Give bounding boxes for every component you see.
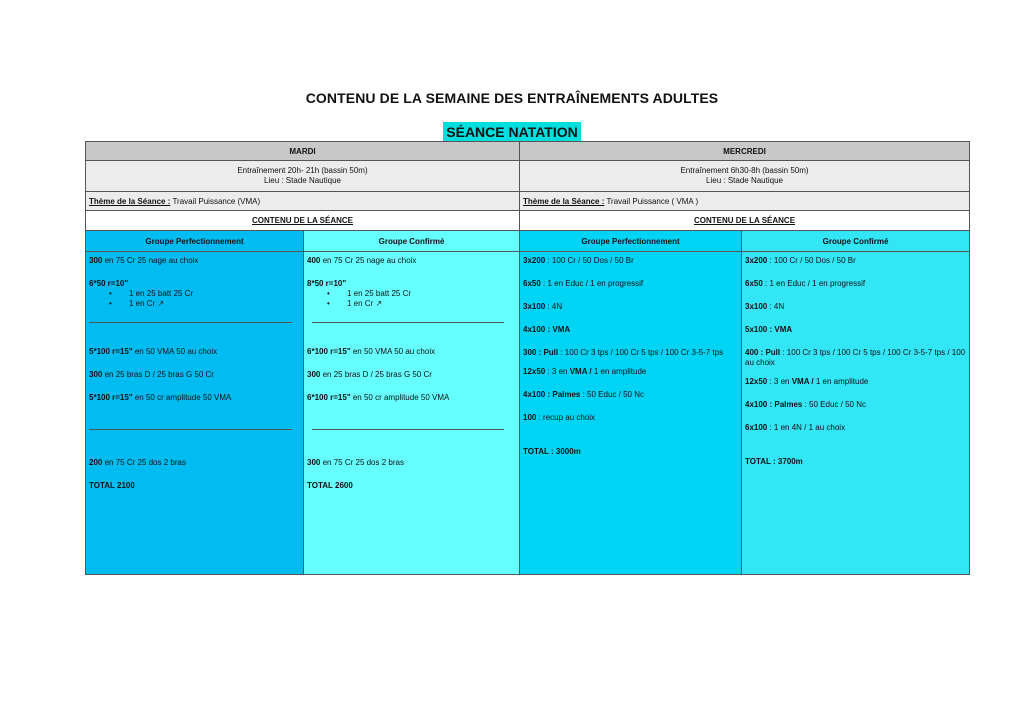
- session-line: [523, 302, 738, 312]
- text-segment: 4x100 : VMA: [523, 325, 571, 334]
- contenu-header-mercredi: CONTENU DE LA SÉANCE: [520, 211, 970, 231]
- text-segment: TOTAL 2600: [307, 481, 353, 490]
- session-line: [523, 367, 738, 377]
- session-line: [745, 302, 966, 312]
- text-segment: 6x50: [745, 279, 763, 288]
- text-segment: 3x100: [523, 302, 546, 311]
- theme-label: Thème de la Séance :: [523, 196, 605, 206]
- text-segment: : 100 Cr 3 tps / 100 Cr 5 tps / 100 Cr 3-5-7 tps / 100 au choix: [745, 348, 966, 367]
- info-mardi: [86, 161, 520, 192]
- bullet-list: [89, 289, 300, 309]
- text-segment: : 50 Educ / 50 Nc: [580, 390, 644, 399]
- subtitle-wrap: [0, 122, 1024, 142]
- session-cell: [304, 252, 520, 575]
- session-line: [307, 256, 516, 266]
- text-segment: 400 : Pull: [745, 348, 781, 357]
- text-segment: 6*50 r=10": [89, 279, 129, 288]
- text-segment: TOTAL 2100: [89, 481, 135, 490]
- text-segment: 1 en amplitude: [591, 367, 647, 376]
- text-segment: 100: [523, 413, 537, 422]
- text-segment: : 1 en 4N / 1 au choix: [767, 423, 846, 432]
- training-location: Lieu : Stade Nautique: [706, 176, 783, 185]
- list-item: • 1 en 25 batt 25 Cr: [129, 289, 300, 299]
- bullet-list: [307, 289, 516, 309]
- session-line: [745, 279, 966, 289]
- session-line: [89, 370, 300, 380]
- list-item: • 1 en Cr ↗: [347, 299, 516, 309]
- text-segment: 1 en amplitude: [813, 377, 869, 386]
- text-segment: 8*50 r=10": [307, 279, 347, 288]
- text-segment: 300: [307, 458, 321, 467]
- text-segment: en 75 Cr 25 dos 2 bras: [102, 458, 186, 467]
- session-line: [745, 400, 966, 410]
- session-line: [745, 348, 966, 368]
- theme-value: Travail Puissance ( VMA ): [604, 196, 699, 206]
- session-total: [745, 457, 966, 467]
- session-line: [523, 279, 738, 289]
- session-line: [89, 256, 300, 266]
- contenu-header-mardi: CONTENU DE LA SÉANCE: [86, 211, 520, 231]
- text-segment: : 4N: [767, 302, 785, 311]
- session-line: [745, 423, 966, 433]
- session-total: [523, 447, 738, 457]
- text-segment: : 100 Cr / 50 Dos / 50 Br: [545, 256, 634, 265]
- day-header-mardi: MARDI: [86, 142, 520, 161]
- text-segment: 6x50: [523, 279, 541, 288]
- text-segment: : 1 en Educ / 1 en progressif: [762, 279, 866, 288]
- session-line: [307, 393, 516, 403]
- text-segment: 300: [307, 370, 321, 379]
- theme-value: Travail Puissance (VMA): [170, 196, 261, 206]
- group-header: Groupe Perfectionnement: [520, 231, 742, 252]
- session-line: [307, 347, 516, 357]
- text-segment: en 25 bras D / 25 bras G 50 Cr: [102, 370, 214, 379]
- session-line: [745, 377, 966, 387]
- session-total: [307, 481, 516, 491]
- page-title: CONTENU DE LA SEMAINE DES ENTRAÎNEMENTS ADULTES: [305, 90, 719, 106]
- text-segment: : 3 en: [767, 377, 792, 386]
- session-line: [523, 256, 738, 266]
- text-segment: 6x100: [745, 423, 768, 432]
- text-segment: en 50 cr amplitude 50 VMA: [132, 393, 232, 402]
- text-segment: en 50 cr amplitude 50 VMA: [350, 393, 450, 402]
- text-segment: 300: [89, 256, 103, 265]
- text-segment: VMA /: [791, 377, 814, 386]
- session-line: [523, 390, 738, 400]
- session-line: [745, 256, 966, 266]
- group-header: Groupe Confirmé: [304, 231, 520, 252]
- training-location: Lieu : Stade Nautique: [264, 176, 341, 185]
- session-line: [89, 458, 300, 468]
- text-segment: 300 : Pull: [523, 348, 559, 357]
- text-segment: TOTAL : 3700m: [745, 457, 803, 466]
- info-mercredi: [520, 161, 970, 192]
- training-time: Entraînement 20h- 21h (bassin 50m): [237, 166, 368, 175]
- text-segment: : recup au choix: [536, 413, 596, 422]
- session-cell: [742, 252, 970, 575]
- text-segment: : 100 Cr 3 tps / 100 Cr 5 tps / 100 Cr 3-5-7 tps: [558, 348, 724, 357]
- text-segment: : 3 en: [545, 367, 570, 376]
- text-segment: 3x200: [745, 256, 768, 265]
- theme-label: Thème de la Séance :: [89, 196, 171, 206]
- session-line: [745, 325, 966, 335]
- text-segment: : 50 Educ / 50 Nc: [802, 400, 866, 409]
- session-line: [307, 279, 516, 289]
- day-header-mercredi: MERCREDI: [520, 142, 970, 161]
- training-time: Entraînement 6h30-8h (bassin 50m): [680, 166, 809, 175]
- text-segment: en 75 Cr 25 nage au choix: [320, 256, 417, 265]
- session-line: [89, 347, 300, 357]
- text-segment: 12x50: [745, 377, 768, 386]
- text-segment: : 4N: [545, 302, 563, 311]
- text-segment: 12x50: [523, 367, 546, 376]
- text-segment: 6*100 r=15": [307, 393, 351, 402]
- list-item: • 1 en 25 batt 25 Cr: [347, 289, 516, 299]
- session-cell: [86, 252, 304, 575]
- session-line: [89, 393, 300, 403]
- session-line: [523, 325, 738, 335]
- session-line: [307, 370, 516, 380]
- text-segment: 200: [89, 458, 103, 467]
- text-segment: en 50 VMA 50 au choix: [132, 347, 218, 356]
- text-segment: : 1 en Educ / 1 en progressif: [540, 279, 644, 288]
- text-segment: en 75 Cr 25 nage au choix: [102, 256, 199, 265]
- text-segment: en 50 VMA 50 au choix: [350, 347, 436, 356]
- text-segment: 5x100 : VMA: [745, 325, 793, 334]
- session-line: [307, 458, 516, 468]
- training-table: [85, 141, 970, 575]
- group-header: Groupe Confirmé: [742, 231, 970, 252]
- theme-mardi: [86, 192, 520, 211]
- session-line: [523, 413, 738, 423]
- list-item: • 1 en Cr ↗: [129, 299, 300, 309]
- theme-mercredi: [520, 192, 970, 211]
- text-segment: 5*100 r=15": [89, 347, 133, 356]
- session-line: [89, 279, 300, 289]
- text-segment: 6*100 r=15": [307, 347, 351, 356]
- group-header: Groupe Perfectionnement: [86, 231, 304, 252]
- session-line: [523, 348, 738, 358]
- text-segment: en 25 bras D / 25 bras G 50 Cr: [320, 370, 432, 379]
- text-segment: 5*100 r=15": [89, 393, 133, 402]
- text-segment: 3x100: [745, 302, 768, 311]
- text-segment: 300: [89, 370, 103, 379]
- text-segment: 4x100 : Palmes: [523, 390, 581, 399]
- page-subtitle: SÉANCE NATATION: [443, 122, 580, 141]
- text-segment: VMA /: [569, 367, 592, 376]
- text-segment: 3x200: [523, 256, 546, 265]
- text-segment: 400: [307, 256, 321, 265]
- text-segment: TOTAL : 3000m: [523, 447, 581, 456]
- session-cell: [520, 252, 742, 575]
- session-total: [89, 481, 300, 491]
- text-segment: 4x100 : Palmes: [745, 400, 803, 409]
- text-segment: : 100 Cr / 50 Dos / 50 Br: [767, 256, 856, 265]
- text-segment: en 75 Cr 25 dos 2 bras: [320, 458, 404, 467]
